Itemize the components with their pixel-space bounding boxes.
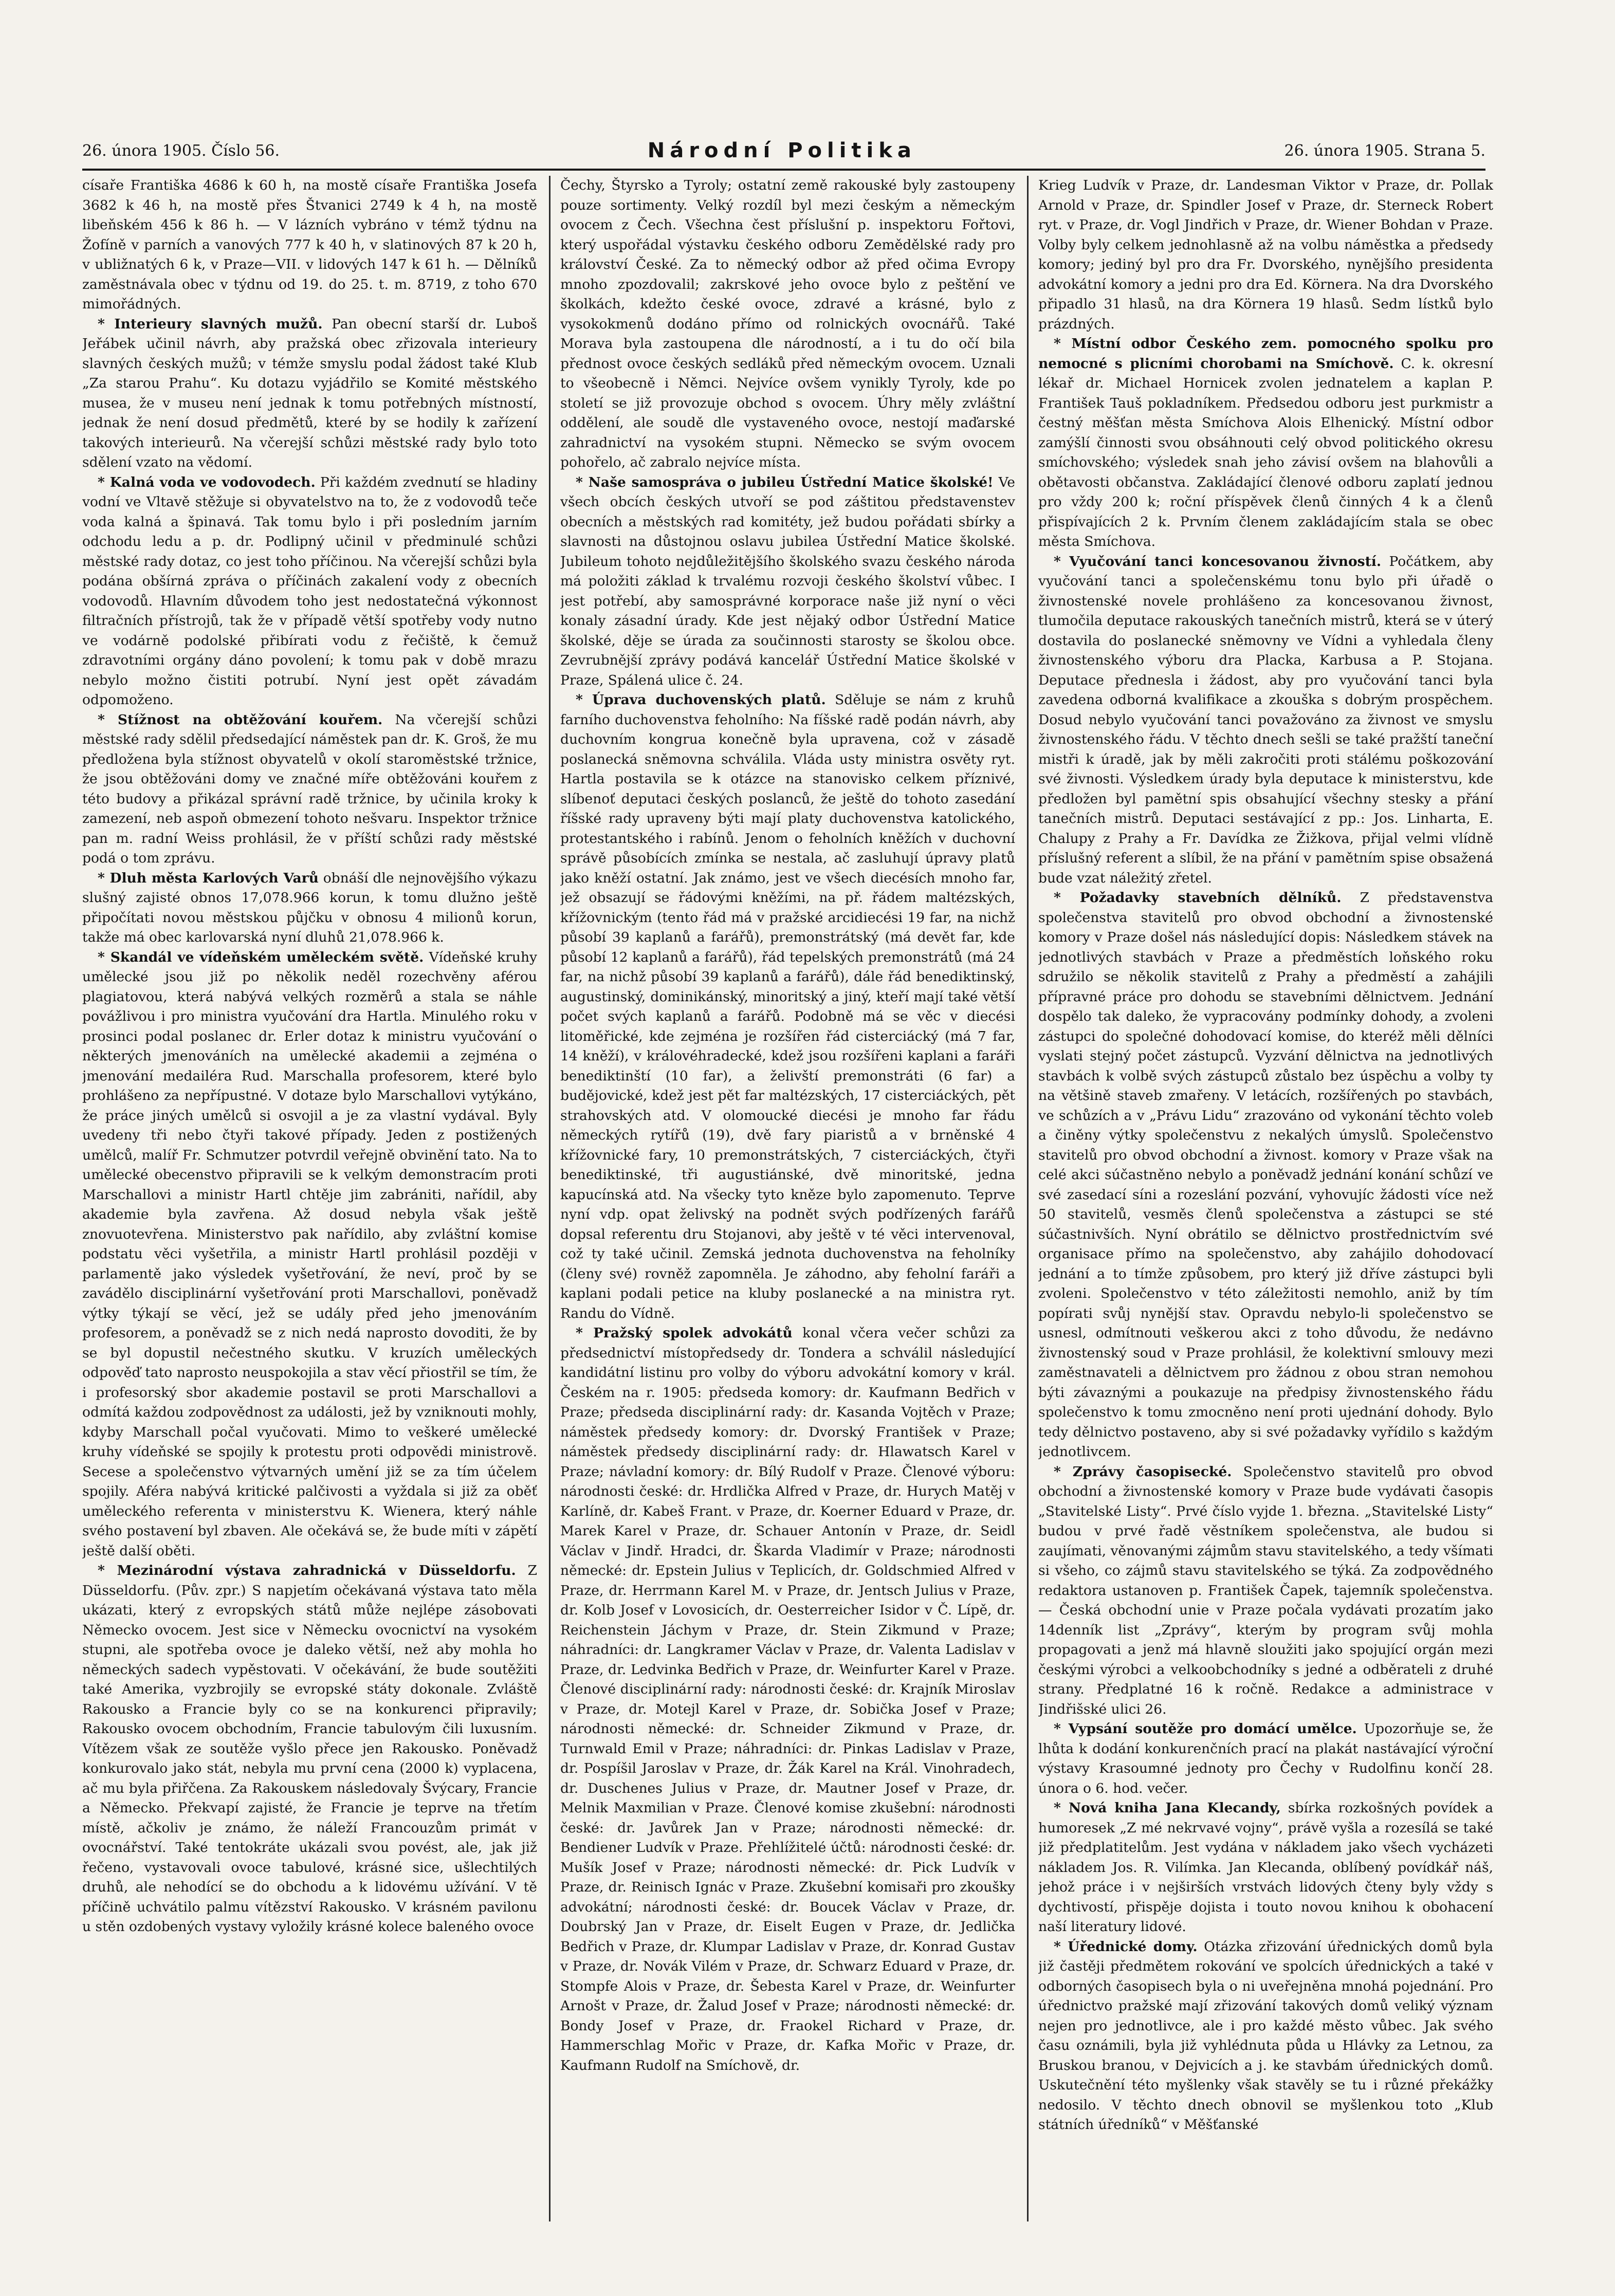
article-body: Vídeňské kruhy umělecké jsou již po několik neděl rozechvěny aférou plagiatovou, která nabývá velkých rozměrů a stala se náhle povážlivou i pro ministra vyučování dra Hartla. Minulého roku v prosinci podal poslanec dr. Erler dotaz k ministru vyučování o některých jmenováních na umělecké akademii a zejména o jmenování medailéra Rud. Marschalla profesorem, které bylo prohlášeno za nepřípustné. V dotaze bylo Marschallovi vytýkáno, že práce jiných umělců si osvojil a je za vlastní vydával. Byly uvedeny tři nebo čtyři takové případy. Jeden z postižených umělců, malíř Fr. Schmutzer potvrdil veřejně obvinění tato. Na to umělecké obecenstvo připravili se k velkým demonstracím proti Marschallovi a ministr Hartl chtěje jim zabrániti, nařídil, aby akademie byla zavřena. Až dosud nebyla však ještě znovuotevřena. Ministerstvo pak nařídilo, aby zvláštní komise podstatu věci vyšetřila, a ministr Hartl prohlásil později v parlamentě jako výsledek vyšetřování, že neví, proč by se zavádělo disciplinární vyšetřování proti Marschallovi, poněvadž výtky týkají se věcí, jež se udály před jeho jmenováním profesorem, a poněvadž se z nich nedá naprosto dovoditi, že by se byl dopustil nečestného skutku. V kruzích uměleckých odpověď tato naprosto neuspokojila a stav věcí přiostřil se tím, že i profesorský sbor akademie postavil se proti Marschallovi a odmítá každou zodpovědnost za události, jež by vzniknouti mohly, kdyby Marschall počal vyučovati. Mimo to veškeré umělecké kruhy vídeňské se spojily k protestu proti odpovědi ministrově. Secese a společenstvo výtvarných umění již se za tím účelem spojily. Aféra nabývá kritické palčivosti a vyždala si již za oběť uměleckého referenta v ministerstvu K. Wienera, který náhle svého postavení byl zbaven. Ale očekává se, že bude míti v zápětí ještě další oběti.	[82, 949, 537, 1559]
article-body: Čechy, Štyrsko a Tyroly; ostatní země rakouské byly zastoupeny pouze sortimenty. Velký rozdíl byl mezi českým a německým ovocem z Čech. Všechna čest příslušní p. inspektoru Fořtovi, který uspořádal výstavku českého odboru Zemědělské rady pro království České. Za to německý odbor až před očima Evropy mnoho zpozdovalil; zakrskové jeho ovoce bylo z peštění ve školkách, kdežto české ovoce, zdravé a krásné, bylo z vysokokmenů dodáno přímo od rolnických ovocnářů. Také Morava byla zastoupena dle národností, a i tu do očí bila přednost ovoce českých sedláků před německým ovocem. Uznali to všeobecně i Němci. Nejvíce ovšem vynikly Tyroly, kde po století se již provozuje obchod s ovocem. Úhry měly zvláštní oddělení, ale soudě dle vystaveného ovoce, nestojí maďarské zahradnictví na vysokém stupni. Německo se svým ovocem pohořelo, ač zabralo nejvíce místa.	[560, 177, 1015, 470]
article-body: Z Düsseldorfu. (Pův. zpr.) S napjetím očekávaná výstava tato měla ukázati, který z evropských států může nejlépe zásobovati Německo ovocem. Jest sice v Německu ovocnictví na vysokém stupni, ale spotřeba ovoce je daleko větší, než aby mohla ho německých sadech vypěstovati. V očekávání, že bude soutěžiti také Amerika, vyzbrojily se evropské státy dokonale. Zvláště Rakousko a Francie byly co se na konkurenci připravily; Rakousko ovocem obchodním, Francie tabulovým čili luxusním. Vítězem však ze soutěže vyšlo přece jen Rakousko. Poněvadž konkurovalo jako stát, nebyla mu první cena (2000 k) vyplacena, ač mu byla přiřčena. Za Rakouskem následovaly Švýcary, Francie a Německo. Překvapí zajisté, že Francie je teprve na třetím místě, ačkoliv je známo, že náleží Francouzům primát v ovocnářství. Také tentokráte ukázali svou povést, ale, jak již řečeno, vystavovali ovoce tabulové, krásné sice, ušlechtilých druhů, ale nehodící se do obchodu a k lidovému užívání. V tě příčině uchvátilo palmu vítězství Rakousko. V krásném pavilonu u stěn ozdobených vystavy vyložily krásné kolece baleného ovoce	[82, 1563, 537, 1935]
article-body: sbírka rozkošných povídek a humoresek „Z mé nekrvavé vojny“, právě vyšla a rozesílá se také již předplatitelům. Jest vydána v nákladem jako všech vycházeti nákladem Jos. R. Vilímka. Jan Klecanda, oblíbený povídkář náš, jehož práce i v nejširších vrstvách lidových čteny byly vždy s dychtivostí, přispěje dojista i touto novou knihou k obohacení naší literatury lidové.	[1038, 1800, 1493, 1935]
article-paragraph	[1038, 1462, 1493, 1720]
article-paragraph	[82, 1561, 537, 1937]
article-paragraph	[560, 1324, 1015, 2075]
article-heading: * Kalná voda ve vodovodech.	[98, 474, 316, 490]
article-body: Upozorňuje se, že lhůta k dodání konkurenčních prací na plakát nastávající výroční výstavy Krasoumné jednoty pro Čechy v Rudolfinu končí 28. února o 6. hod. večer.	[1038, 1721, 1493, 1796]
article-heading: * Vypsání soutěže pro domácí umělce.	[1054, 1721, 1357, 1737]
article-body: Společenstvo stavitelů pro obvod obchodní a živnostenské komory v Praze bude vydávati časopis „Stavitelské Listy“. Prvé číslo vyjde 1. března. „Stavitelské Listy“ budou v prvé řadě věstníkem společenstva, ale budou si zaujímati, věnovanými zájmům stavu stavitelského, a tedy všímati si všeho, co zájmů stavu stavitelského se týká. Za zodpovědného redaktora ustanoven p. František Čapek, tajemník společenstva. — Česká obchodní unie v Praze počala vydávati prozatím jako 14denník list „Zprávy“, kterým by program svůj mohla propagovati a jenž má hlavně sloužiti jako spojující orgán mezi českými výrobci a velkoobchodníky s jedné a odběrateli z druhé strany. Předplatné 16 k ročně. Redakce a administrace v Jindřišské ulici 26.	[1038, 1463, 1493, 1717]
article-heading: * Úřednické domy.	[1054, 1938, 1198, 1955]
article-body: C. k. okresní lékař dr. Michael Hornicek zvolen jednatelem a kaplan P. František Tauš pokladníkem. Předsedou odboru jest purkmistr a čestný měšťan města Smíchova Alois Elhenický. Místní odbor zamýšlí činnosti svou obsáhnouti celý obvod politického okresu smíchovského; výsledek snah jeho závisí ovšem na blahovůli a obětavosti občanstva. Zakládající členové odboru zaplatí jednou pro vždy 200 k; roční příspěvek členů činných 4 k a členů přispívajících 2 k. Prvním členem zakládajícím stala se obec města Smíchova.	[1038, 355, 1493, 549]
text-column-3	[1038, 176, 1493, 2221]
article-body: Ve všech obcích českých utvoří se pod záštitou představenstev obecních a městských rad komitéty, jež budou pořádati sbírky a slavnosti na důstojnou oslavu jubilea Ústřední Matice školské. Jubileum tohoto nejdůležitějšího školského svazu českého národa má položiti základ k trvalému rozvoji českého školství vůbec. I jest potřebí, aby samosprávné korporace naše již nyní o věci konaly zásadní úrady. Kde jest nějaký odbor Ústřední Matice školské, děje se úrada za součinnosti starosty se školou obce. Zevrubnější zprávy podává kancelář Ústřední Matice školské v Praze, Spálená ulice č. 24.	[560, 474, 1015, 688]
article-heading: * Požadavky stavebních dělníků.	[1054, 890, 1342, 906]
header-date-right: 26. února 1905. Strana 5.	[1284, 141, 1485, 160]
column-rule	[1027, 176, 1029, 2221]
article-heading: * Interieury slavných mužů.	[98, 316, 323, 332]
article-body: obnáší dle nejnovějšího výkazu slušný zajisté obnos 17,078.966 korun, k tomu dlužno ještě připočítati novou městskou půjčku v obnosu 4 milionů korun, takže má obec karlovarská nyní dluhů 21,078.966 k.	[82, 870, 537, 945]
article-body: Při každém zvednutí se hladiny vodní ve Vltavě stěžuje si obyvatelstvo na to, že z vodovodů teče voda kalná a špinavá. Tak tomu bylo i při posledním jarním odchodu ledu a p. dr. Podlipný učinil v předminulé schůzi městské rady dotaz, co jest toho příčinou. Na včerejší schůzi byla podána obšírná zpráva o příčinách zakalení vody z obecních vodovodů. Hlavním důvodem toho jest nedostatečná výkonnost filtračních přístrojů, tak že v případě větší spotřeby vody nutno ve vodárně podolské přibírati vodu z řečiště, k čemuž zdravotními orgány dáno povolení; k tomu pak v době mrazu nebylo možno čistiti potrubí. Nyní jest opět závadám odpomoženo.	[82, 474, 537, 708]
article-paragraph	[82, 315, 537, 473]
article-paragraph	[1038, 1719, 1493, 1798]
article-paragraph	[1038, 1937, 1493, 2135]
article-body: konal včera večer schůzi za předsednictví místopředsedy dr. Tondera a schválil následující kandidátní listinu pro volby do výboru advokátní komory v král. Českém na r. 1905: předseda komory: dr. Kaufmann Bedřich v Praze; předseda disciplinární rady: dr. Kasanda Vojtěch v Praze; náměstek předsedy komory: dr. Dvorský František v Praze; náměstek předsedy disciplinární rady: dr. Hlawatsch Karel v Praze; návladní komory: dr. Bílý Rudolf v Praze. Členové výboru: národnosti české: dr. Hrdlička Alfred v Praze, dr. Hurych Matěj v Karlíně, dr. Kabeš Frant. v Praze, dr. Koerner Eduard v Praze, dr. Marek Karel v Praze, dr. Schauer Antonín v Praze, dr. Seidl Václav v Jindř. Hradci, dr. Škarda Vladimír v Praze; národnosti německé: dr. Epstein Julius v Teplicích, dr. Goldschmied Alfred v Praze, dr. Herrmann Karel M. v Praze, dr. Jentsch Julius v Praze, dr. Kolb Josef v Lovosicích, dr. Oesterreicher Isidor v Č. Lípě, dr. Reichenstein Jáchym v Praze, dr. Stein Zikmund v Praze; náhradníci: dr. Langkramer Václav v Praze, dr. Valenta Ladislav v Praze, dr. Ledvinka Bedřich v Praze, dr. Weinfurter Karel v Praze. Členové disciplinární rady: národnosti české: dr. Krajník Miroslav v Praze, dr. Motejl Karel v Praze, dr. Sobička Josef v Praze; národnosti německé: dr. Schneider Zikmund v Praze, dr. Turnwald Emil v Praze; náhradníci: dr. Pinkas Ladislav v Praze, dr. Pospíšil Jaroslav v Praze, dr. Žák Karel na Král. Vinohradech, dr. Duschenes Julius v Praze, dr. Mautner Josef v Praze, dr. Melnik Maxmilian v Praze. Členové komise zkušební: národnosti české: dr. Javůrek Jan v Praze; národnosti německé: dr. Bendiener Ludvík v Praze. Přehlížitelé účtů: národnosti české: dr. Mušík Josef v Praze; národnosti německé: dr. Pick Ludvík v Praze, dr. Reinisch Ignác v Praze. Zkušební komisaři pro zkoušky advokátní; národnosti české: dr. Boucek Václav v Praze, dr. Doubrský Jan v Praze, dr. Eiselt Eugen v Praze, dr. Jedlička Bedřich v Praze, dr. Klumpar Ladislav v Praze, dr. Konrad Gustav v Praze, dr. Novák Vilém v Praze, dr. Schwarz Eduard v Praze, dr. Stompfe Alois v Praze, dr. Šebesta Karel v Praze, dr. Weinfurter Arnošt v Praze, dr. Žalud Josef v Praze; národnosti německé: dr. Bondy Josef v Praze, dr. Fraokel Richard v Praze, dr. Hammerschlag Mořic v Praze, dr. Kafka Mořic v Praze, dr. Kaufmann Rudolf na Smíchově, dr.	[560, 1325, 1015, 2073]
article-paragraph	[1038, 888, 1493, 1462]
article-body: Z představenstva společenstva stavitelů pro obvod obchodní a živnostenské komory v Praze došel nás následující dopis: Následkem stávek na jednotlivých stavbách v Praze a předměstích loňského roku sdružilo se několik stavitelů z Prahy a předměstí a zahájili přípravné práce pro dohodu se stavebními dělnictvem. Jednání dospělo tak daleko, že vypracovány podmínky dohody, a zvoleni zástupci do společné dohodovací komise, do kteréž měli dělníci vyslati stejný počet zástupců. Vyzvání dělnictva na jednotlivých stavbách k volbě svých zástupců zůstalo bez úspěchu a volby ty na většině staveb zmařeny. V letácích, rozšířených po stavbách, ve schůzích a v „Právu Lidu“ zrazováno od vykonání těchto voleb a činěny výtky společenstvu z nekalých úmyslů. Společenstvo stavitelů pro obvod obchodní a živnost. komory v Praze však na celé akci súčastněno nebylo a poněvadž jednání konání schůzí ve své zasedací síni a rozeslání pozvání, vyhovujíc žádosti více než 50 stavitelů, vesměs členů společenstva a zástupci se sté súčastnivších. Nyní obrátilo se dělnictvo prostřednictvím své organisace přímo na společenstvo, aby zahájilo dohodovací jednání a to tímže způsobem, pro který již dříve zástupci byli zvoleni. Společenstvo v této záležitosti nemohlo, aniž by tím popírati svůj nynější stav. Opravdu nebylo-li společenstvo se usnesl, odmítnouti veškerou akci z toho důvodu, že nedávno živnostenský soud v Praze prohlásil, že kolektivní smlouvy mezi zaměstnavateli a dělnictvem pro žádnou z obou stran nemohou býti závaznými a poukazuje na předpisy živnostenského řádu společenstvo k tomu zmocněno není proti ujednání dohody. Bylo tedy dělnictvo postaveno, aby si své požadavky vyřídilo s každým jednotlivcem.	[1038, 890, 1493, 1460]
article-paragraph	[1038, 1798, 1493, 1937]
article-heading: * Zprávy časopisecké.	[1054, 1463, 1232, 1480]
text-column-1	[82, 176, 537, 2221]
article-heading: * Pražský spolek advokátů	[576, 1325, 793, 1341]
article-heading: * Vyučování tanci koncesovanou živností.	[1054, 553, 1382, 570]
text-column-2	[560, 176, 1015, 2221]
article-body: Sděluje se nám z kruhů farního duchovenstva feholního: Na fíšské radě podán návrh, aby duchovním kongrua konečně byla upravena, což v zásadě poslanecká sněmovna schválila. Vláda usty ministra osvěty ryt. Hartla postavila se k otázce na stanovisko celkem příznivé, slíbenoť deputaci českých poslanců, že ještě do tohoto zasedání říšské rady upraveny býti mají platy duchovenstva katolického, protestantského i rabínů. Jenom o feholních kněžích v duchovní správě působících zmínka se nestala, ač zasluhují úpravy platů jako kněží ostatní. Jak známo, jest ve všech diecésích mnoho far, jež obsazují se řádovými kněžími, na př. řádem maltézských, křížovnickým (tento řád má v pražské arcidiecési 19 far, na nichž působí 39 kaplanů a farářů), premonstrátský (má devět far, kde působí 12 kaplanů a farářů), řád tepelských premonstrátů (má 24 far, na nichž působí 39 kaplanů a farářů), dále řád benediktinský, augustinský, dominikánský, minoritský a jiný, kteří mají také větší počet svých kaplanů a farářů. Podobně má se věc v diecési litoměřické, kde zejména je rozšířen řád cisterciácký (má 7 far, 14 kněží), v královéhradecké, kdež jsou rozšířeni kaplani a faráři benediktinští (10 far), a želivští premonstráti (6 far) a budějovické, kdež jest pět far maltézských, 17 cisterciáckých, pět strahovských atd. V olomoucké diecési je mnoho far řádu německých rytířů (19), dvě fary piaristů a v brněnské 4 křížovnické fary, 10 premonstrátských, 7 cisterciáckých, čtyři benediktinské, tři augustiánské, dvě minoritské, jedna kapucínská atd. Na všecky tyto kněze bylo zapomenuto. Teprve nyní vdp. opat želivský na podnět svých podřízených farářů dopsal referentu dru Stojanovi, aby ještě v té věci intervenoval, což ty také učinil. Zemská jednota duchovenstva na feholníky (členy své) rovněž zapomněla. Je záhodno, aby feholní faráři a kaplani podali petice na kluby poslanecké a na ministra ryt. Randu do Vídně.	[560, 692, 1015, 1321]
article-body: Otázka zřizování úřednických domů byla již častěji předmětem rokování ve spolcích úřednických a také v odborných časopisech byla o ni uveřejněna mnohá pojednání. Pro úřednictvo pražské mají zřizování takových domů veliký význam nejen pro jednotlivce, ale i pro každé město vůbec. Jak svého času oznámili, byla již vyhlédnuta půda u Hlávky za Letnou, za Bruskou branou, v Dejvicích a j. ke stavbám úřednických domů. Uskutečnění této myšlenky však stavěly se tu i různé překážky nedosilo. V těchto dnech obnovil se myšlenkou toto „Klub státních úředníků“ v Měšťanské	[1038, 1938, 1493, 2133]
article-paragraph	[82, 710, 537, 869]
article-body: Na včerejší schůzi městské rady sdělil předsedající náměstek pan dr. K. Groš, že mu předložena byla stížnost obyvatelů v okolí staroměstské tržnice, že jsou obtěžováni domy ve značné míře obtěžováni kouřem z této budovy a přikázal správní radě tržnice, by učinila kroky k zamezení, neb aspoň obmezení tohoto nešvaru. Inspektor tržnice pan m. radní Weiss prohlásil, že v příští schůzi rady městské podá o tom zprávu.	[82, 711, 537, 866]
article-body: císaře Františka 4686 k 60 h, na mostě císaře Františka Josefa 3682 k 46 h, na mostě přes Štvanici 2749 k 4 h, na mostě libeňském 456 k 86 h. — V lázních vybráno v témž týdnu na Žofíně v parních a vanových 777 k 40 h, v slatinových 87 k 20 h, v ubližnatých 6 k, v Praze—VII. v lidových 147 k 61 h. — Dělníků zaměstnávala obec v týdnu od 19. do 25. t. m. 8719, z toho 670 mimořádných.	[82, 177, 537, 312]
header-date-left: 26. února 1905. Číslo 56.	[82, 141, 280, 160]
article-heading: * Skandál ve vídeňském uměleckém světě.	[98, 949, 424, 965]
page-header	[82, 133, 1485, 171]
article-heading: * Úprava duchovenských platů.	[576, 692, 826, 708]
masthead-title: Národní Politika	[647, 139, 916, 162]
article-heading: * Nová kniha Jana Klecandy,	[1054, 1800, 1281, 1816]
article-paragraph	[560, 176, 1015, 473]
article-paragraph	[1038, 176, 1493, 334]
article-paragraph	[1038, 552, 1493, 889]
article-heading: * Dluh města Karlových Varů	[98, 870, 319, 886]
article-paragraph	[82, 869, 537, 948]
column-rule	[549, 176, 550, 2221]
article-paragraph	[560, 473, 1015, 691]
article-body: Pan obecní starší dr. Luboš Jeřábek učinil návrh, aby pražská obec zřizovala interieury slavných českých mužů; v témže smyslu podal žádost také Klub „Za starou Prahu“. Ku dotazu vyjádřilo se Komité městského musea, že v museu není jednak k tomu potřebných místností, jednak že není dosud předmětů, které by se hodily k zařízení takových interieurů. Na včerejší schůzi městské rady bylo toto sdělení vzato na vědomí.	[82, 316, 537, 470]
article-body: Krieg Ludvík v Praze, dr. Landesman Viktor v Praze, dr. Pollak Arnold v Praze, dr. Spindler Josef v Praze, dr. Sterneck Robert ryt. v Praze, dr. Vogl Jindřich v Praze, dr. Wiener Bohdan v Praze. Volby byly celkem jednohlasně až na volbu náměstka a předsedy komory; jediný byl pro dra Fr. Dvorského, nynějšího presidenta advokátní komory a jedni pro dra Ed. Körnera. Na dra Dvorského připadlo 31 hlasů, na dra Körnera 19 hlasů. Sedm lístků bylo prázdných.	[1038, 177, 1493, 332]
article-heading: * Naše samospráva o jubileu Ústřední Matice školské!	[576, 474, 994, 490]
article-paragraph	[1038, 334, 1493, 552]
article-paragraph	[82, 473, 537, 710]
article-heading: * Stížnost na obtěžování kouřem.	[98, 711, 383, 728]
article-paragraph	[82, 176, 537, 315]
article-paragraph	[82, 948, 537, 1562]
article-body: Počátkem, aby vyučování tanci a společenskému tonu bylo při úřadě o živnostenské novele prohlášeno za koncesovanou živnost, tlumočila deputace rakouských tanečních mistrů, která se v úterý dostavila do poslanecké sněmovny ve Vídni a vyhledala členy živnostenského výboru dra Placka, Karbusa a P. Stojana. Deputace přednesla i žádost, aby pro vyučování tanci byla zavedena odborná kvalifikace a zkouška s dobrým prospěchem. Dosud nebylo vyučování tanci považováno za živnost ve smyslu živnostenského řádu. V těchto dnech sešli se také pražští taneční mistři k úradě, jak by měli zakročiti proti stálému poškozování své živnosti. Výsledkem úrady byla deputace k ministerstvu, kde předložen byl pamětní spis obsahující všechny stesky a přání tanečních mistrů. Deputaci sestávající z pp.: Jos. Linharta, E. Chalupy z Prahy a Fr. Davídka ze Žižkova, přijal velmi vlídně příslušný referent a slíbil, že na přání v pamětním spise obsažená bude vzat náležitý zřetel.	[1038, 553, 1493, 886]
article-heading: * Mezinárodní výstava zahradnická v Düsseldorfu.	[98, 1563, 516, 1578]
article-heading: * Místní odbor Českého zem. pomocného spolku pro nemocné s plicními chorobami na Smíchově.	[1038, 336, 1493, 372]
article-paragraph	[560, 690, 1015, 1324]
